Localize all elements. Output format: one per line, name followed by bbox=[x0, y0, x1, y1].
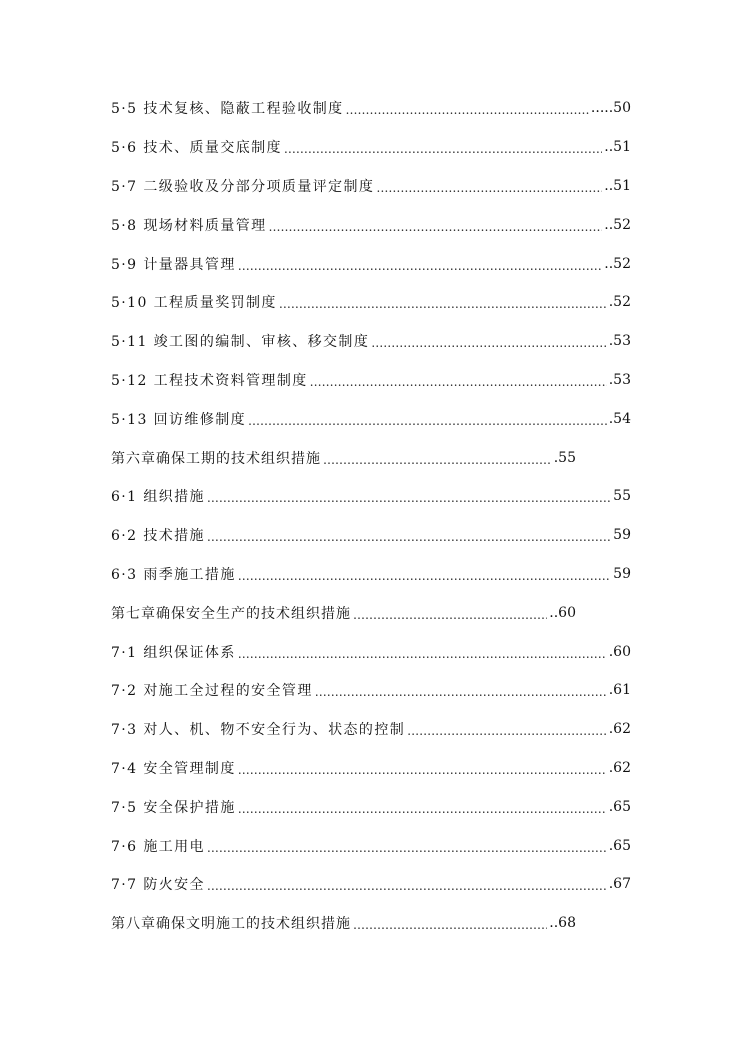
dot-leader bbox=[238, 763, 607, 777]
toc-entry-title: 7·4 安全管理制度 bbox=[111, 760, 236, 777]
dot-leader bbox=[346, 103, 589, 117]
dot-leader bbox=[207, 879, 607, 893]
toc-section-entry bbox=[111, 555, 631, 594]
toc-entry-page-number: 59 bbox=[613, 527, 631, 544]
toc-entry-page-number: .67 bbox=[608, 876, 631, 893]
table-of-contents bbox=[111, 89, 631, 943]
toc-entry-title: 6·3 雨季施工措施 bbox=[111, 566, 236, 583]
toc-entry-title: 6·2 技术措施 bbox=[111, 528, 205, 545]
dot-leader bbox=[284, 142, 602, 156]
toc-section-entry bbox=[111, 710, 631, 749]
toc-entry-page-number: ..51 bbox=[604, 139, 631, 156]
toc-entry-title: 第七章确保安全生产的技术组织措施 bbox=[111, 605, 351, 622]
toc-entry-page-number: ..60 bbox=[549, 604, 576, 621]
dot-leader bbox=[269, 220, 603, 234]
toc-entry-page-number: 55 bbox=[613, 488, 631, 505]
toc-entry-title: 5·8 现场材料质量管理 bbox=[111, 217, 267, 234]
toc-entry-page-number: .55 bbox=[553, 449, 576, 466]
toc-entry-title: 第六章确保工期的技术组织措施 bbox=[111, 450, 321, 467]
dot-leader bbox=[248, 414, 607, 428]
dot-leader bbox=[323, 453, 552, 467]
toc-entry-page-number: .61 bbox=[608, 682, 631, 699]
toc-entry-page-number: .60 bbox=[608, 643, 631, 660]
toc-section-entry bbox=[111, 826, 631, 865]
toc-entry-title: 7·6 施工用电 bbox=[111, 838, 205, 855]
toc-section-entry bbox=[111, 89, 631, 128]
toc-entry-page-number: .62 bbox=[608, 759, 631, 776]
toc-entry-page-number: .65 bbox=[608, 837, 631, 854]
dot-leader bbox=[353, 918, 547, 932]
toc-entry-title: 5·5 技术复核、隐蔽工程验收制度 bbox=[111, 101, 344, 118]
toc-entry-title: 5·11 竣工图的编制、审核、移交制度 bbox=[111, 334, 370, 351]
dot-leader bbox=[279, 297, 607, 311]
toc-section-entry bbox=[111, 865, 631, 904]
toc-section-entry bbox=[111, 205, 631, 244]
toc-entry-title: 6·1 组织措施 bbox=[111, 489, 205, 506]
dot-leader bbox=[238, 802, 607, 816]
dot-leader bbox=[238, 647, 607, 661]
toc-entry-page-number: ..68 bbox=[549, 915, 576, 932]
toc-section-entry bbox=[111, 477, 631, 516]
toc-entry-page-number: 59 bbox=[613, 565, 631, 582]
dot-leader bbox=[353, 608, 547, 622]
toc-section-entry bbox=[111, 399, 631, 438]
toc-section-entry bbox=[111, 749, 631, 788]
dot-leader bbox=[371, 336, 607, 350]
toc-entry-page-number: .65 bbox=[608, 798, 631, 815]
toc-section-entry bbox=[111, 516, 631, 555]
toc-entry-title: 7·5 安全保护措施 bbox=[111, 799, 236, 816]
toc-entry-page-number: .52 bbox=[608, 294, 631, 311]
dot-leader bbox=[207, 841, 607, 855]
toc-chapter-entry bbox=[111, 438, 576, 477]
toc-entry-title: 7·7 防火安全 bbox=[111, 877, 205, 894]
toc-entry-title: 7·3 对人、机、物不安全行为、状态的控制 bbox=[111, 722, 406, 739]
toc-entry-page-number: ..52 bbox=[604, 216, 631, 233]
dot-leader bbox=[207, 491, 611, 505]
dot-leader bbox=[238, 569, 611, 583]
toc-section-entry bbox=[111, 671, 631, 710]
toc-section-entry bbox=[111, 244, 631, 283]
dot-leader bbox=[376, 181, 602, 195]
toc-chapter-entry bbox=[111, 904, 576, 943]
toc-entry-title: 5·13 回访维修制度 bbox=[111, 411, 247, 428]
toc-section-entry bbox=[111, 322, 631, 361]
toc-entry-page-number: .53 bbox=[608, 333, 631, 350]
toc-entry-title: 5·12 工程技术资料管理制度 bbox=[111, 372, 308, 389]
toc-entry-title: 5·10 工程质量奖罚制度 bbox=[111, 295, 277, 312]
toc-entry-page-number: .54 bbox=[608, 410, 631, 427]
toc-chapter-entry bbox=[111, 593, 576, 632]
toc-entry-page-number: .62 bbox=[608, 721, 631, 738]
dot-leader bbox=[207, 530, 611, 544]
toc-entry-page-number: .....50 bbox=[590, 100, 631, 117]
toc-section-entry bbox=[111, 361, 631, 400]
dot-leader bbox=[315, 685, 607, 699]
toc-section-entry bbox=[111, 632, 631, 671]
toc-entry-page-number: .53 bbox=[608, 371, 631, 388]
toc-section-entry bbox=[111, 787, 631, 826]
dot-leader bbox=[238, 259, 603, 273]
toc-section-entry bbox=[111, 167, 631, 206]
toc-entry-page-number: ..51 bbox=[604, 177, 631, 194]
toc-entry-title: 第八章确保文明施工的技术组织措施 bbox=[111, 916, 351, 933]
toc-entry-page-number: ..52 bbox=[604, 255, 631, 272]
toc-section-entry bbox=[111, 128, 631, 167]
dot-leader bbox=[407, 724, 607, 738]
toc-entry-title: 5·7 二级验收及分部分项质量评定制度 bbox=[111, 178, 375, 195]
dot-leader bbox=[310, 375, 607, 389]
toc-entry-title: 5·9 计量器具管理 bbox=[111, 256, 236, 273]
toc-entry-title: 7·1 组织保证体系 bbox=[111, 644, 236, 661]
toc-section-entry bbox=[111, 283, 631, 322]
toc-entry-title: 7·2 对施工全过程的安全管理 bbox=[111, 683, 313, 700]
toc-entry-title: 5·6 技术、质量交底制度 bbox=[111, 140, 282, 157]
